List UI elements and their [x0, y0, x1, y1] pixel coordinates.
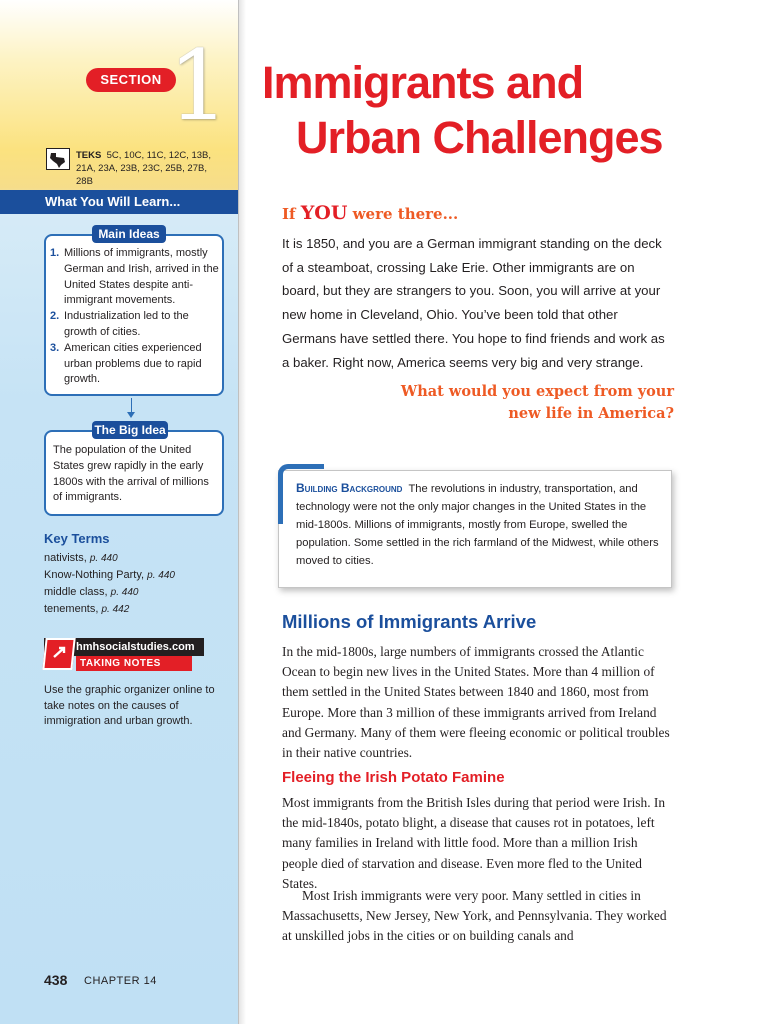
sidebar-shadow [238, 0, 246, 1024]
big-idea-label: The Big Idea [92, 421, 168, 439]
key-term-item[interactable]: nativists, p. 440 [44, 552, 118, 564]
building-background-label: Building Background [296, 481, 403, 495]
what-you-will-learn-bar: What You Will Learn... [0, 190, 238, 214]
section-number: 1 [168, 30, 230, 142]
key-term-item[interactable]: tenements, p. 442 [44, 603, 130, 615]
texas-map-icon [46, 148, 70, 170]
irish-paragraph-1: Most immigrants from the British Isles during that period were Irish. In the mid-1840s, potato blight, a disease that causes rot in potatoes, left many families in Ireland with little food. More than a million Irish people died of starvation and disease. Even more fled to the United States. [282, 795, 666, 891]
arrow-icon [53, 646, 67, 658]
main-ideas-list [50, 246, 220, 388]
main-idea-item: 1. Millions of immigrants, mostly German and Irish, arrived in the United States despite anti-immigrant movements. [50, 247, 219, 307]
page-title-line-1: Immigrants and [262, 57, 584, 108]
irish-famine-heading: Fleeing the Irish Potato Famine [282, 769, 505, 786]
irish-paragraph-2: Most Irish immigrants were very poor. Many settled in cities in Massachusetts, New Jersey, New York, and Pennsylvania. They worked at unskilled jobs in the cities or on building canals and [282, 888, 667, 944]
main-idea-item: 2. Industrialization led to the growth of cities. [50, 310, 189, 338]
millions-paragraph: In the mid-1800s, large numbers of immigrants crossed the Atlantic Ocean to begin new lives in the United States. More than 4 million of them settled in the United States between 1840 and 1860, most from Europe. More than 3 million of these immigrants arrived from Ireland and Germany. Many of them were fleeing economic or political troubles in their native countries. [282, 644, 670, 761]
page-title-line-2: Urban Challenges [296, 112, 663, 163]
if-you-were-there-body: It is 1850, and you are a German immigrant standing on the deck of a steamboat, crossing Lake Erie. Other immigrants are on board, but they are strangers to you. Soon, you will arrive at your new home in Cleveland, Ohio. You’ve been told that other Germans have settled there. You hope to find friends and work as a baker. Right now, America seems very big and very strange. [282, 236, 665, 370]
if-you-were-there-question: What would you expect from your new life in America? [400, 383, 674, 422]
teks-label: TEKS [76, 150, 102, 161]
taking-notes-label: TAKING NOTES [76, 656, 192, 671]
main-idea-item: 3. American cities experienced urban problems due to rapid growth. [50, 341, 202, 386]
key-term-item[interactable]: middle class, p. 440 [44, 586, 139, 598]
key-terms-heading: Key Terms [44, 531, 110, 546]
building-background-text: Building Background The revolutions in industry, transportation, and technology were not the only major changes in the United States in the mid-1800s. Millions of immigrants, mostly from Europe, swelled the population. Some settled in the rich farmland of the Midwest, while others moved to cities. [296, 481, 659, 567]
section-badge: SECTION [86, 68, 176, 92]
if-you-were-there-heading: If YOU were there... [282, 202, 459, 224]
key-terms-list [44, 550, 234, 618]
teks-codes: 5C, 10C, 11C, 12C, 13B, 21A, 23A, 23B, 23C, 25B, 27B, 28B [76, 150, 212, 187]
millions-heading: Millions of Immigrants Arrive [282, 611, 537, 632]
chapter-label: CHAPTER 14 [84, 975, 157, 987]
taking-notes-instructions: Use the graphic organizer online to take notes on the causes of immigration and urban growth. [44, 684, 215, 727]
main-ideas-label: Main Ideas [92, 225, 166, 243]
down-arrow-icon [127, 412, 135, 418]
hmh-website-link[interactable]: hmhsocialstudies.com [44, 638, 204, 656]
page-number: 438 [44, 972, 68, 988]
key-term-item[interactable]: Know-Nothing Party, p. 440 [44, 569, 175, 581]
teks-standards [76, 149, 226, 188]
big-idea-text: The population of the United States grew rapidly in the early 1800s with the arrival of millions of immigrants. [53, 444, 209, 504]
